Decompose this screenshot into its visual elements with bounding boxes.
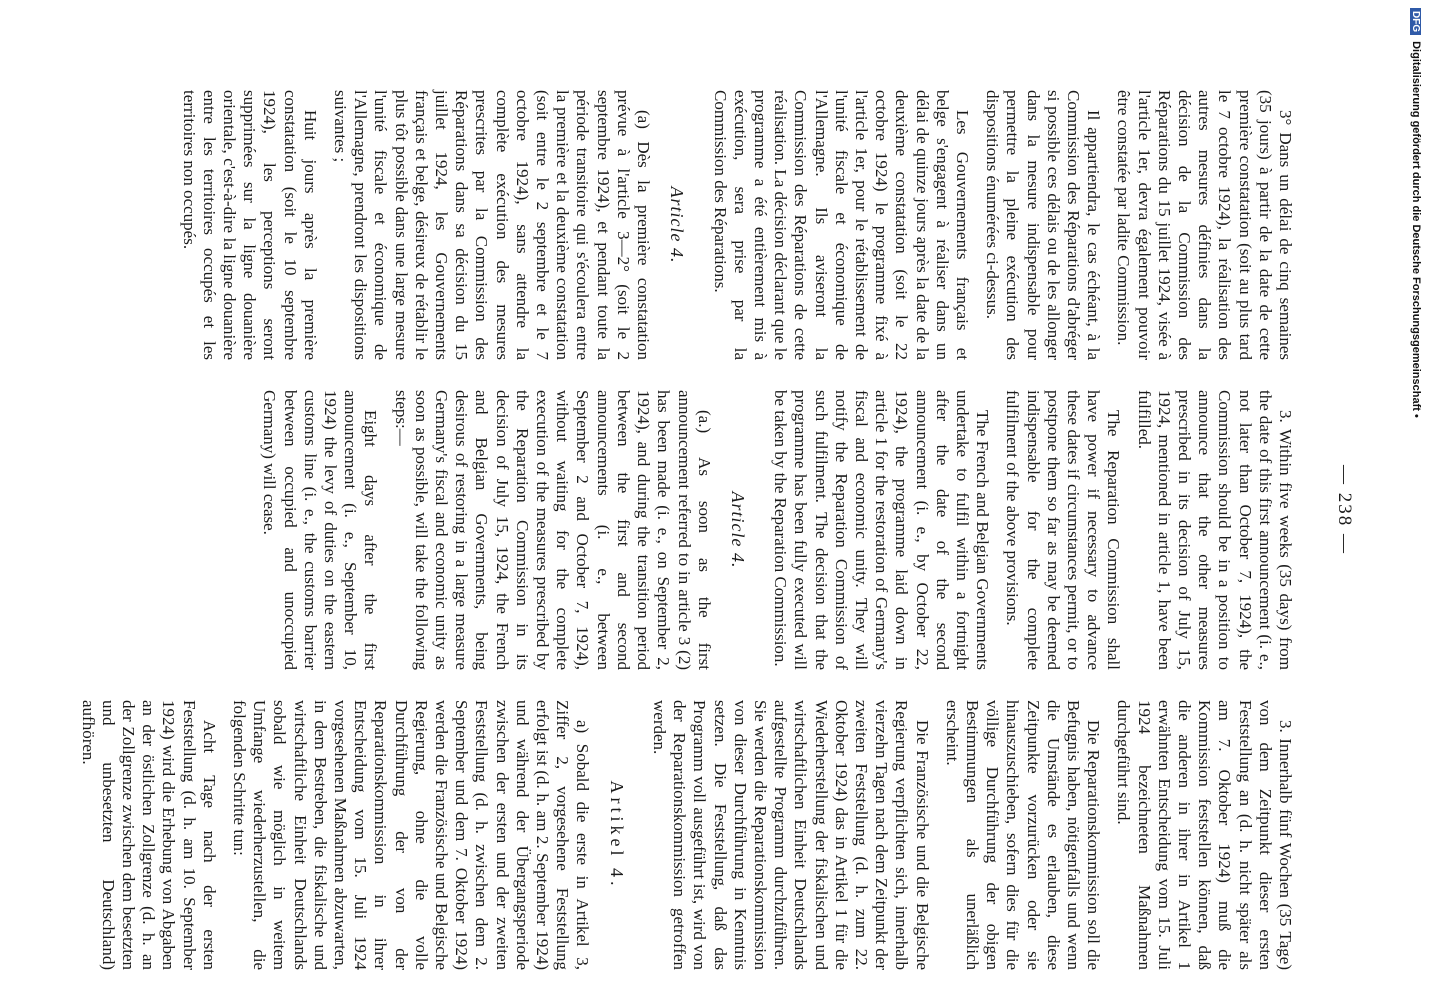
- digitization-credit: [1402, 8, 1422, 1000]
- german-paragraph-2: Die Reparationskommission soll die Befugnis haben, nötigenfalls und wenn die Umstände es erlauben, diese Zeitpunkte vorzurücken oder sie hinauszuschieben, sofern dies für die völlige Durchführung der obigen Bestimmungen als unerläßlich erscheint.: [942, 700, 1104, 970]
- german-paragraph-5: Acht Tage nach der ersten Feststellung (d. h. am 10. September 1924) wird die Erhebung von Abgaben an der östlichen Zollgrenze (d. h. an der Zollgrenze zwischen dem besetzten und unbesetzten Deutschland) aufhören.: [78, 700, 219, 970]
- french-article-heading: Article 4.: [667, 186, 688, 264]
- english-paragraph-1: 3. Within five weeks (35 days) from the date of this first announcement (i. e., not later than October 7, 1924), the Commission should be in a position to announce that the other measures prescribed in its decision of July 15, 1924, mentioned in article 1, have been fulfilled.: [1134, 390, 1295, 670]
- english-paragraph-5: Eight days after the first announcement (i. e., September 10, 1924) the levy of duties on the eastern customs line (i. e., the customs barrier between occupied and unoccupied Germany) will cease.: [260, 390, 381, 670]
- french-paragraph-4: (a) Dès la première constatation prévue à l'article 3—2° (soit le 2 septembre 1924), et pendant toute la période transitoire qui s'écoulera entre la première et la deuxième constatation (soit entre le 2 septembre et le 7 octobre 1924), sans attendre la complète exécution des mesures prescrites par la Commission des Réparations dans sa décision du 15 juillet 1924, les Gouvernements français et belge, désireux de rétablir le plus tôt possible dans une large mesure l'unité fiscale et économique de l'Allemagne, prendront les dispositions suivantes ;: [331, 90, 654, 360]
- french-paragraph-2: Il appartiendra, le cas échéant, à la Commission des Réparations d'abréger si possible ces délais ou de les allonger dans la mesure indispensable pour permettre la pleine exécution des dispositions énumérées ci-dessus.: [983, 90, 1104, 360]
- german-article-heading: Artikel 4.: [606, 780, 627, 890]
- digitization-credit-text: Digitalisierung gefördert durch die Deutsche Forschungsgemeinschaft •: [1410, 41, 1422, 418]
- french-column: [168, 90, 1295, 360]
- english-paragraph-2: The Reparation Commission shall have power if necessary to advance these dates if circumstances permit, or to postpone them so far as may be deemed indispensable for the complete fulfilment of the above provisions.: [1003, 390, 1124, 670]
- german-paragraph-4: a) Sobald die erste in Artikel 3, Ziffer 2, vorgesehene Feststellung erfolgt ist (d. h. am 2. September 1924) und während der Übergangsperiode zwischen der ersten und der zweiten Feststellung (d. h. zwischen dem 2. September und dem 7. Oktober 1924) werden die Französische und Belgische Regierung, ohne die volle Durchführung der von der Reparationskommission in ihrer Entscheidung vom 15. Juli 1924 vorgesehenen Maßnahmen abzuwarten, in dem Bestreben, die fiskalische und wirtschaftliche Einheit Deutschlands sobald wie möglich in weitem Umfange wiederherzustellen, die folgenden Schritte tun:: [230, 700, 593, 970]
- english-paragraph-4: (a.) As soon as the first announcement referred to in article 3 (2) has been made (i. e., on September 2, 1924), and during the transition period between the first and second announcements (i. e., between September 2 and October 7, 1924), without waiting for the complete execution of the measures prescribed by the Reparation Commission in its decision of July 15, 1924, the French and Belgian Governments, being desirous of restoring in a large measure Germany's fiscal and economic unity as soon as possible, will take the following steps:—: [391, 390, 714, 670]
- german-column: [67, 700, 1295, 970]
- french-paragraph-1: 3° Dans un délai de cinq semaines (35 jours) à partir de la date de cette première constatation (soit au plus tard le 7 octobre 1924), la réalisation des autres mesures définies dans la décision de la Commission des Réparations du 15 juillet 1924, visée à l'article 1er, devra également pouvoir être constatée par ladite Commission.: [1114, 90, 1295, 360]
- english-article-heading: Article 4.: [727, 491, 748, 569]
- page-number: — 238 —: [1334, 465, 1355, 555]
- dfg-logo: DFG: [1410, 8, 1421, 35]
- trilingual-columns: [78, 90, 1295, 970]
- german-paragraph-3: Die Französische und die Belgische Regierung verpflichten sich, innerhalb vierzehn Tagen nach dem Zeitpunkt der zweiten Feststellung (d. h. zum 22. Oktober 1924) das in Artikel 1 für die Wiederherstellung der fiskalischen und wirtschaftlichen Einheit Deutschlands aufgestellte Programm durchzuführen. Sie werden die Reparationskommission von dieser Durchführung in Kenntnis setzen. Die Feststellung, daß das Programm voll ausgeführt ist, wird von der Reparationskommission getroffen werden.: [649, 700, 932, 970]
- english-paragraph-3: The French and Belgian Governments undertake to fulfil within a fortnight after the date of the second announcement (i. e., by October 22, 1924), the programme laid down in article 1 for the restoration of Germany's fiscal and economic unity. They will notify the Reparation Commission of such fulfilment. The decision that the programme has been fully executed will be taken by the Reparation Commission.: [771, 390, 993, 670]
- french-paragraph-5: Huit jours après la première constatation (soit le 10 septembre 1924), les perceptions seront supprimées sur la ligne douanière orientale, c'est-à-dire la ligne douanière entre les territoires occupés et les territoires non occupés.: [179, 90, 320, 360]
- french-paragraph-3: Les Gouvernements français et belge s'engagent à réaliser dans un délai de quinze jours après la date de la deuxième constatation (soit le 22 octobre 1924) le programme fixé à l'article 1er, pour le rétablissement de l'unité fiscale et économique de l'Allemagne. Ils aviseront la Commission des Réparations de cette réalisation. La décision déclarant que le programme a été entièrement mis à exécution, sera prise par la Commission des Réparations.: [710, 90, 972, 360]
- english-column: [249, 390, 1295, 670]
- document-page: [78, 20, 1395, 1000]
- german-paragraph-1: 3. Innerhalb fünf Wochen (35 Tage) von dem Zeitpunkt dieser ersten Feststellung an (d. h. nicht später als am 7. Oktober 1924) muß die Kommission feststellen können, daß die anderen in ihrer in Artikel 1 erwähnten Entscheidung vom 15. Juli 1924 bezeichneten Maßnahmen durchgeführt sind.: [1114, 700, 1295, 970]
